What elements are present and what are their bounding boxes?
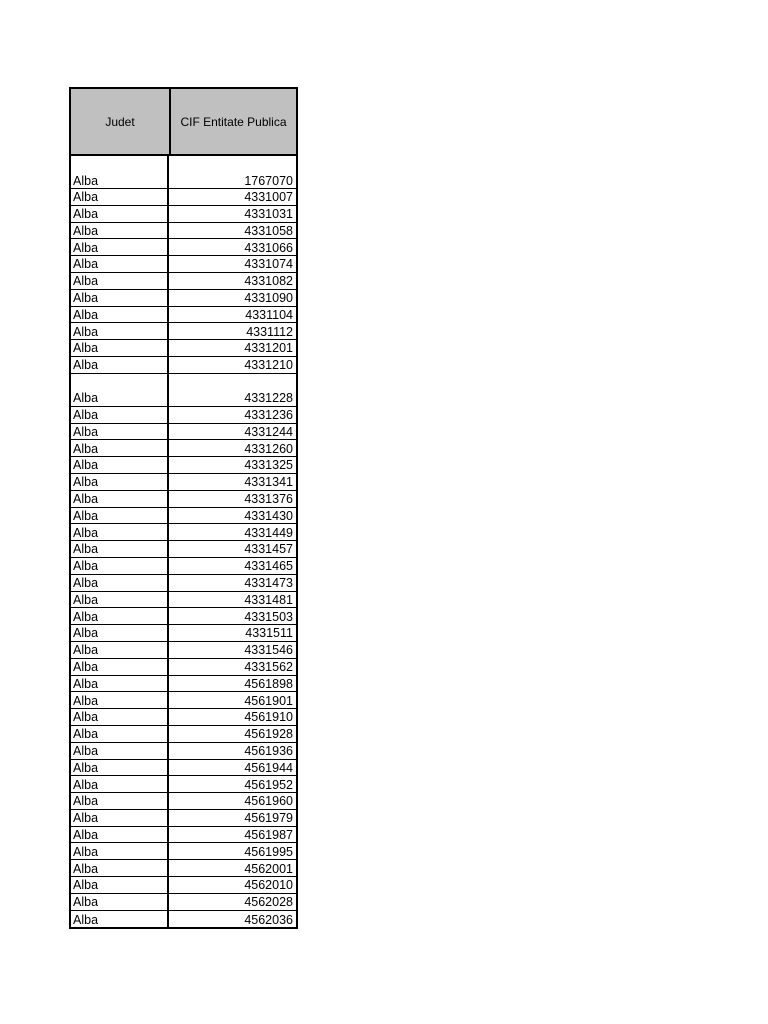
cell-judet: Alba xyxy=(71,692,169,708)
table-row xyxy=(71,290,296,307)
cell-judet: Alba xyxy=(71,457,169,473)
cell-cif: 4562001 xyxy=(244,861,293,876)
cell-cif: 4331503 xyxy=(244,609,293,624)
cell-judet: Alba xyxy=(71,810,169,826)
cell-cif: 4331473 xyxy=(244,576,293,591)
cell-cif: 4331236 xyxy=(244,408,293,423)
cell-cif: 4331074 xyxy=(244,257,293,272)
cell-cif: 4561979 xyxy=(244,811,293,826)
cell-cif: 4331260 xyxy=(244,441,293,456)
table-row xyxy=(71,709,296,726)
cell-cif: 4562010 xyxy=(244,878,293,893)
cell-judet: Alba xyxy=(71,256,169,272)
cell-cif: 4561898 xyxy=(244,676,293,691)
cell-judet: Alba xyxy=(71,491,169,507)
cell-cif: 4331066 xyxy=(244,240,293,255)
cell-judet: Alba xyxy=(71,340,169,356)
table-row xyxy=(71,156,296,189)
cell-judet: Alba xyxy=(71,440,169,456)
cell-judet: Alba xyxy=(71,659,169,675)
table-row xyxy=(71,592,296,609)
cell-cif: 4562036 xyxy=(244,912,293,927)
cell-cif: 4561987 xyxy=(244,827,293,842)
cell-judet: Alba xyxy=(71,592,169,608)
table-row xyxy=(71,558,296,575)
cell-judet: Alba xyxy=(71,541,169,557)
cell-judet: Alba xyxy=(71,843,169,859)
table-row xyxy=(71,524,296,541)
table-body xyxy=(71,156,296,927)
table-row xyxy=(71,894,296,911)
cell-cif: 4331465 xyxy=(244,559,293,574)
cell-judet: Alba xyxy=(71,793,169,809)
cell-judet: Alba xyxy=(71,827,169,843)
table-row xyxy=(71,726,296,743)
cell-judet: Alba xyxy=(71,239,169,255)
table-row xyxy=(71,491,296,508)
table-row xyxy=(71,407,296,424)
cell-judet: Alba xyxy=(71,575,169,591)
cell-judet: Alba xyxy=(71,508,169,524)
table-row xyxy=(71,743,296,760)
table-row xyxy=(71,810,296,827)
cell-judet: Alba xyxy=(71,743,169,759)
cell-judet: Alba xyxy=(71,407,169,423)
cell-cif: 4331430 xyxy=(244,508,293,523)
cell-cif: 4561944 xyxy=(244,760,293,775)
column-header-cif: CIF Entitate Publica xyxy=(180,114,287,129)
cell-cif: 4331210 xyxy=(244,358,293,373)
cell-cif: 4331376 xyxy=(244,492,293,507)
cell-judet: Alba xyxy=(71,894,169,910)
table-row xyxy=(71,843,296,860)
cell-judet: Alba xyxy=(71,625,169,641)
cell-cif: 4562028 xyxy=(244,895,293,910)
cell-judet: Alba xyxy=(71,524,169,540)
cell-judet: Alba xyxy=(71,558,169,574)
cell-cif: 4331341 xyxy=(244,475,293,490)
table-row xyxy=(71,676,296,693)
cell-cif: 4331511 xyxy=(245,626,293,641)
cell-judet: Alba xyxy=(71,860,169,876)
cell-judet: Alba xyxy=(71,156,169,188)
table-row xyxy=(71,357,296,374)
cell-judet: Alba xyxy=(71,877,169,893)
cell-judet: Alba xyxy=(71,709,169,725)
cell-judet: Alba xyxy=(71,290,169,306)
table-header xyxy=(71,89,296,156)
table-row xyxy=(71,877,296,894)
cell-cif: 4561995 xyxy=(244,844,293,859)
table-row xyxy=(71,323,296,340)
table-row xyxy=(71,541,296,558)
cell-cif: 4331090 xyxy=(244,291,293,306)
table-row xyxy=(71,239,296,256)
table-row xyxy=(71,608,296,625)
cell-judet: Alba xyxy=(71,374,169,406)
cell-cif: 4331325 xyxy=(244,458,293,473)
table-row xyxy=(71,189,296,206)
cell-cif: 4561910 xyxy=(244,710,293,725)
table-row xyxy=(71,273,296,290)
cell-judet: Alba xyxy=(71,223,169,239)
cell-judet: Alba xyxy=(71,474,169,490)
table-row xyxy=(71,474,296,491)
table-row xyxy=(71,793,296,810)
cell-judet: Alba xyxy=(71,760,169,776)
cell-cif: 4331228 xyxy=(244,391,293,406)
table-row xyxy=(71,424,296,441)
cell-cif: 4331058 xyxy=(244,223,293,238)
cell-cif: 4561901 xyxy=(244,693,293,708)
cell-judet: Alba xyxy=(71,776,169,792)
cell-judet: Alba xyxy=(71,726,169,742)
table-row xyxy=(71,223,296,240)
table-row xyxy=(71,659,296,676)
table-row xyxy=(71,860,296,877)
table-row xyxy=(71,692,296,709)
cell-cif: 4561952 xyxy=(244,777,293,792)
cell-cif: 4331007 xyxy=(244,190,293,205)
table-row xyxy=(71,575,296,592)
cell-judet: Alba xyxy=(71,676,169,692)
column-header-judet: Judet xyxy=(71,89,171,154)
table-row xyxy=(71,760,296,777)
table-row xyxy=(71,827,296,844)
cell-judet: Alba xyxy=(71,307,169,323)
cell-cif: 4331562 xyxy=(244,660,293,675)
table-row xyxy=(71,457,296,474)
cell-judet: Alba xyxy=(71,642,169,658)
table-row xyxy=(71,440,296,457)
cell-cif: 4331112 xyxy=(246,324,293,339)
cell-judet: Alba xyxy=(71,189,169,205)
table-row xyxy=(71,206,296,223)
table-row xyxy=(71,625,296,642)
cell-judet: Alba xyxy=(71,357,169,373)
cell-judet: Alba xyxy=(71,608,169,624)
cell-cif: 4331201 xyxy=(244,341,293,356)
table-row xyxy=(71,911,296,928)
cell-cif: 4561928 xyxy=(244,727,293,742)
cell-cif: 1767070 xyxy=(244,173,293,188)
cell-judet: Alba xyxy=(71,206,169,222)
cell-cif: 4331546 xyxy=(244,643,293,658)
cell-cif: 4331031 xyxy=(244,207,293,222)
table-row xyxy=(71,340,296,357)
cell-judet: Alba xyxy=(71,273,169,289)
cell-cif: 4331481 xyxy=(244,592,293,607)
cell-cif: 4561960 xyxy=(244,794,293,809)
table-row xyxy=(71,307,296,324)
cell-judet: Alba xyxy=(71,424,169,440)
table-row xyxy=(71,776,296,793)
cell-judet: Alba xyxy=(71,323,169,339)
table-row xyxy=(71,256,296,273)
table-row xyxy=(71,642,296,659)
cell-cif: 4331082 xyxy=(244,274,293,289)
cell-cif: 4561936 xyxy=(244,744,293,758)
cell-cif: 4331457 xyxy=(244,542,293,557)
table-row xyxy=(71,374,296,407)
cell-cif: 4331244 xyxy=(244,424,293,439)
cell-cif: 4331449 xyxy=(244,525,293,540)
data-table xyxy=(69,87,298,929)
cell-judet: Alba xyxy=(71,911,169,928)
cell-cif: 4331104 xyxy=(245,307,293,322)
table-row xyxy=(71,508,296,525)
